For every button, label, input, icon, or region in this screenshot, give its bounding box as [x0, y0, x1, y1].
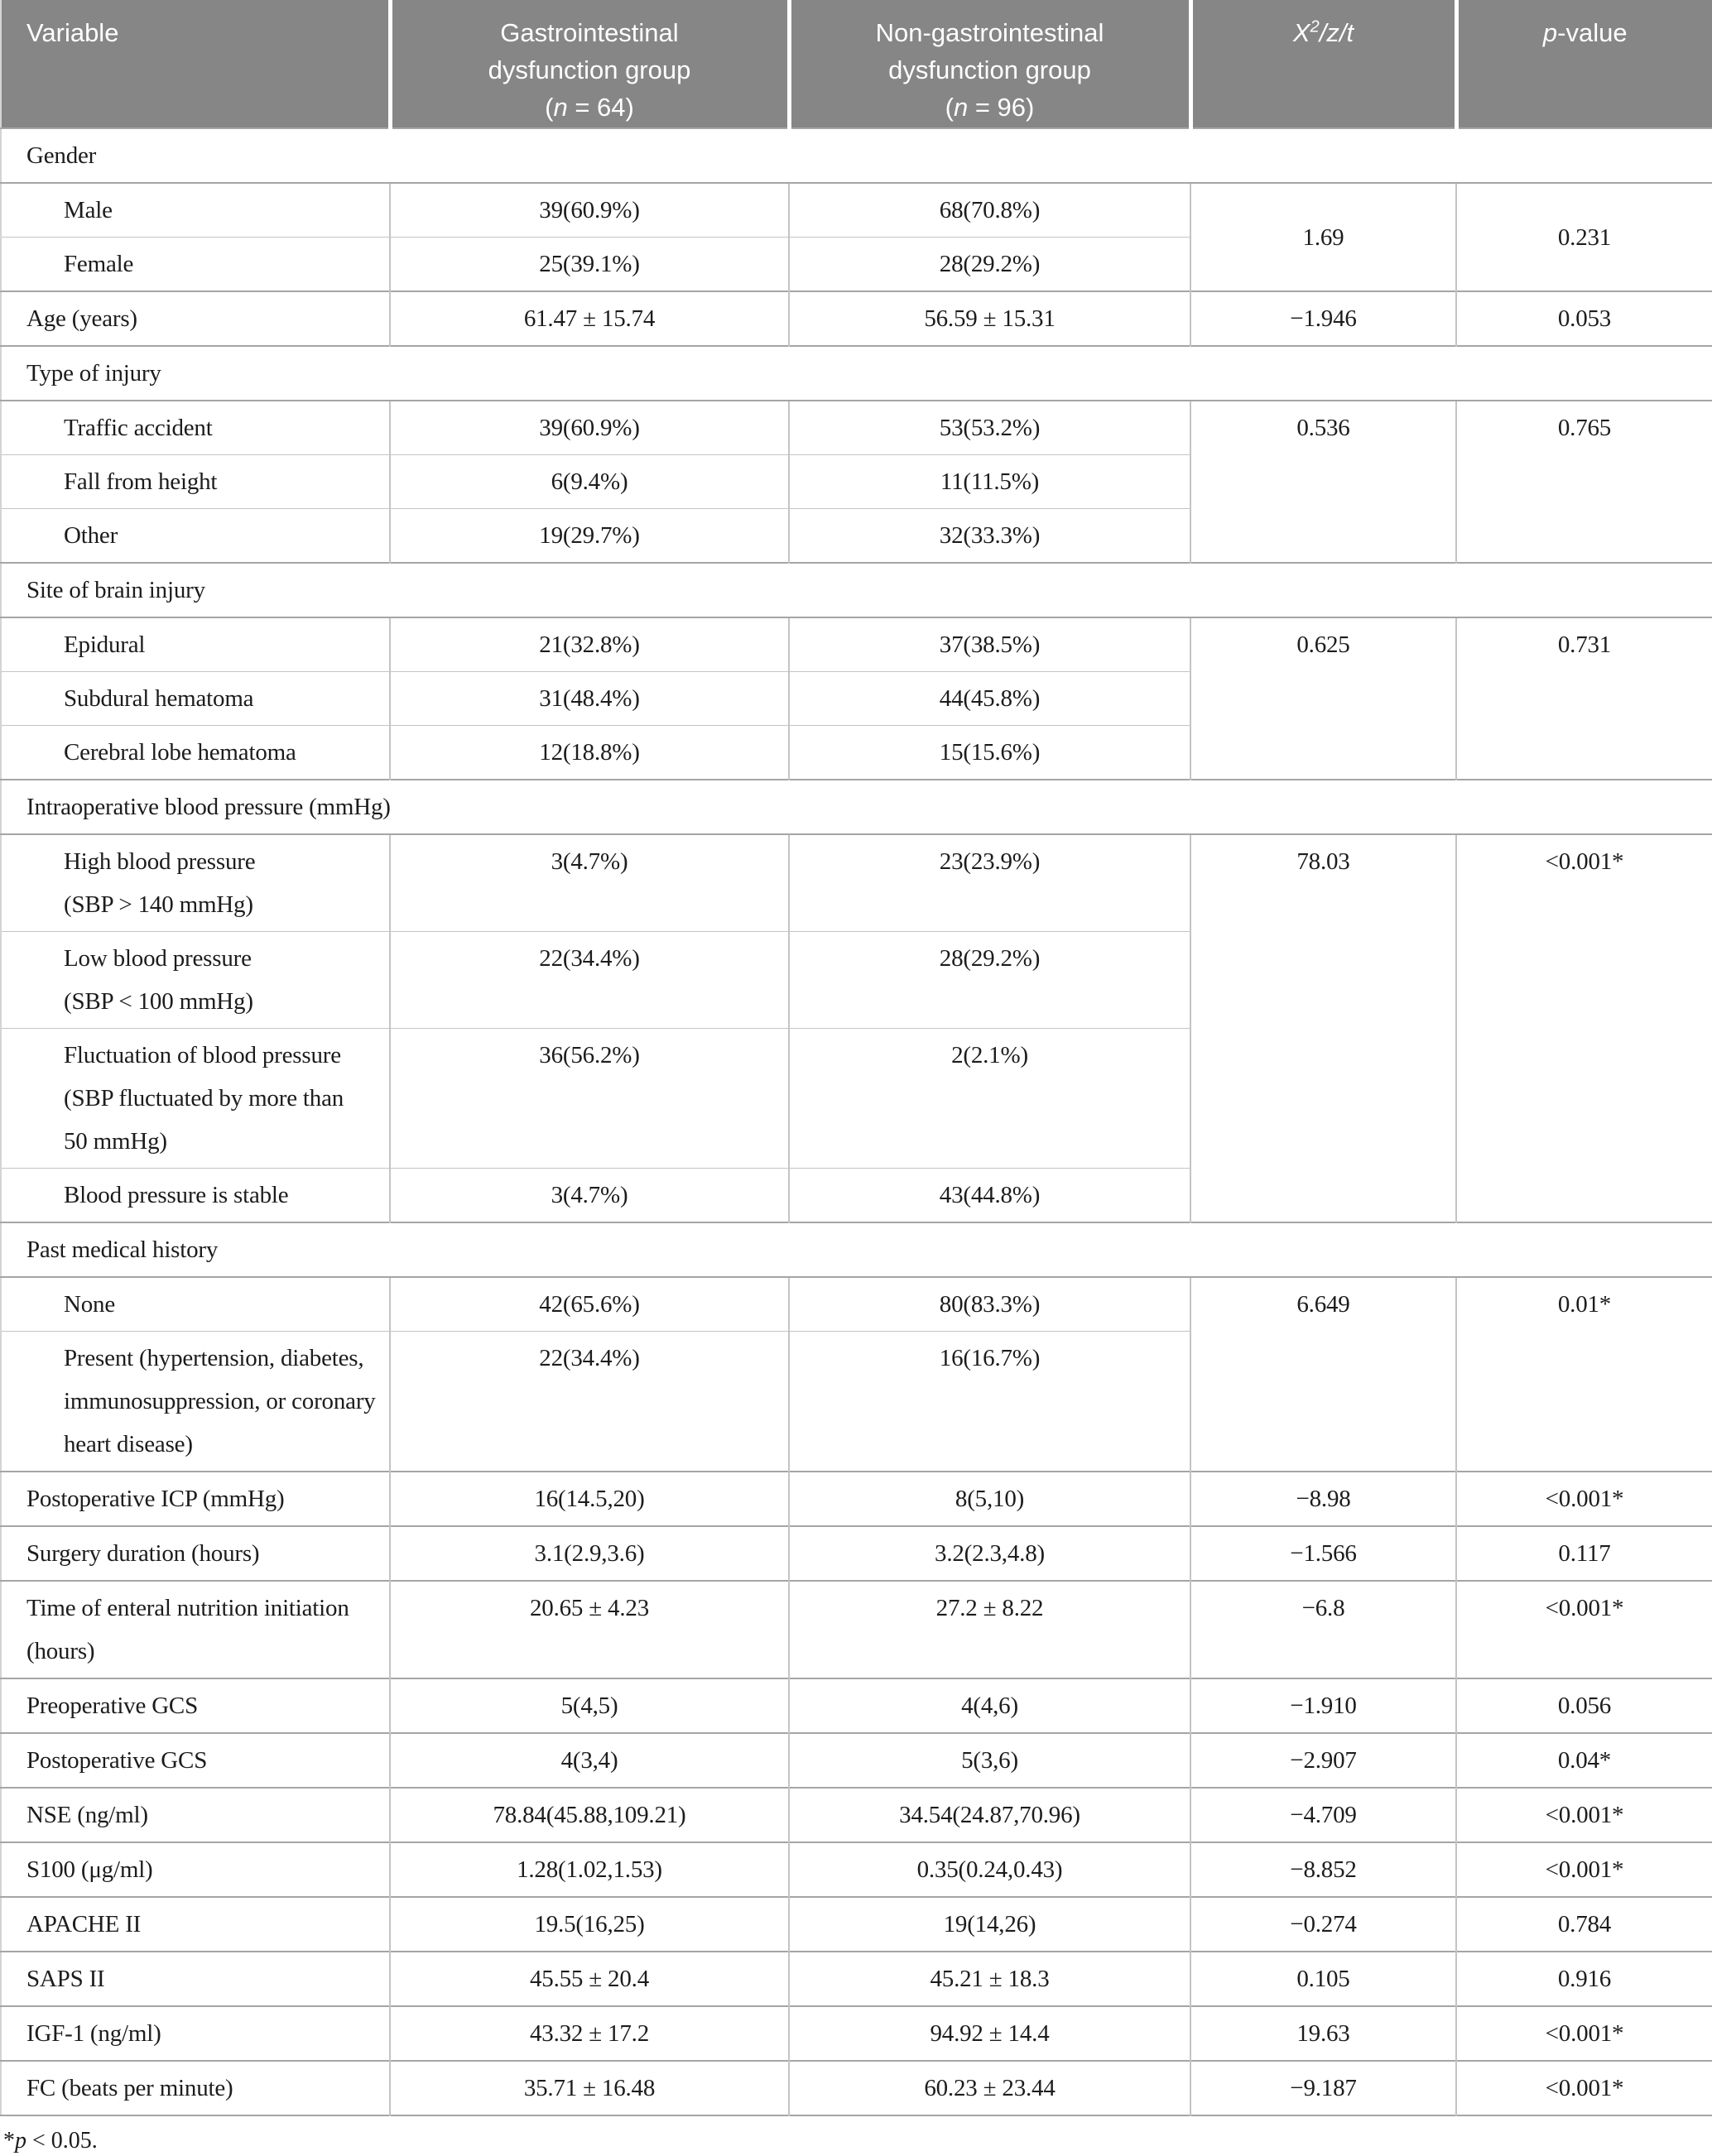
header-row	[1, 0, 1712, 128]
group1-value-cell: 45.55 ± 20.4	[390, 1952, 789, 2006]
statistic-value-cell: 0.105	[1190, 1952, 1456, 2006]
statistic-value-cell: −1.910	[1190, 1678, 1456, 1733]
table-row	[1, 1788, 1712, 1842]
statistic-value-cell: −8.98	[1190, 1472, 1456, 1526]
pvalue-value-cell: 0.056	[1456, 1678, 1712, 1733]
group2-value-cell: 60.23 ± 23.44	[789, 2061, 1190, 2115]
table-row	[1, 1842, 1712, 1897]
group1-value-cell: 39(60.9%)	[390, 401, 789, 455]
group1-value-cell: 36(56.2%)	[390, 1029, 789, 1169]
table-row	[1, 617, 1712, 672]
group1-value-cell: 1.28(1.02,1.53)	[390, 1842, 789, 1897]
category-label: Gender	[1, 128, 1712, 183]
group1-value-cell: 3.1(2.9,3.6)	[390, 1526, 789, 1581]
variable-cell: Time of enteral nutrition initiation (hours)	[1, 1581, 390, 1678]
statistic-value-cell: 6.649	[1190, 1277, 1456, 1472]
table-row	[1, 1526, 1712, 1581]
statistic-value-cell: 19.63	[1190, 2006, 1456, 2061]
footnote-star: *	[3, 2128, 15, 2154]
variable-cell: None	[1, 1277, 390, 1332]
group2-value-cell: 27.2 ± 8.22	[789, 1581, 1190, 1678]
group1-value-cell: 61.47 ± 15.74	[390, 291, 789, 346]
variable-cell: IGF-1 (ng/ml)	[1, 2006, 390, 2061]
group1-value-cell: 20.65 ± 4.23	[390, 1581, 789, 1678]
group1-value-cell: 19.5(16,25)	[390, 1897, 789, 1952]
group1-value-cell: 43.32 ± 17.2	[390, 2006, 789, 2061]
group2-value-cell: 23(23.9%)	[789, 834, 1190, 932]
group1-value-cell: 31(48.4%)	[390, 672, 789, 726]
statistic-value-cell: −4.709	[1190, 1788, 1456, 1842]
variable-cell: Postoperative ICP (mmHg)	[1, 1472, 390, 1526]
table-row	[1, 183, 1712, 238]
statistic-value-cell: −6.8	[1190, 1581, 1456, 1678]
group2-value-cell: 19(14,26)	[789, 1897, 1190, 1952]
table-row	[1, 1733, 1712, 1788]
pvalue-value-cell: <0.001*	[1456, 1581, 1712, 1678]
statistic-value-cell: −8.852	[1190, 1842, 1456, 1897]
table-header	[1, 0, 1712, 128]
group2-value-cell: 56.59 ± 15.31	[789, 291, 1190, 346]
pvalue-value-cell: <0.001*	[1456, 1472, 1712, 1526]
table-row	[1, 291, 1712, 346]
group2-value-cell: 80(83.3%)	[789, 1277, 1190, 1332]
group1-value-cell: 3(4.7%)	[390, 1169, 789, 1223]
group1-value-cell: 6(9.4%)	[390, 455, 789, 509]
statistic-value-cell: −0.274	[1190, 1897, 1456, 1952]
group2-value-cell: 45.21 ± 18.3	[789, 1952, 1190, 2006]
table-body	[1, 128, 1712, 2115]
category-row	[1, 780, 1712, 834]
pvalue-value-cell: 0.784	[1456, 1897, 1712, 1952]
variable-cell: Traffic accident	[1, 401, 390, 455]
pvalue-value-cell: <0.001*	[1456, 834, 1712, 1222]
group-size: (n = 64)	[545, 93, 634, 122]
variable-cell: Male	[1, 183, 390, 238]
group2-value-cell: 0.35(0.24,0.43)	[789, 1842, 1190, 1897]
statistic-value-cell: 0.625	[1190, 617, 1456, 780]
pvalue-value-cell: 0.231	[1456, 183, 1712, 291]
variable-cell: Other	[1, 509, 390, 564]
footnote-text: < 0.05.	[26, 2128, 98, 2154]
group1-value-cell: 21(32.8%)	[390, 617, 789, 672]
group2-value-cell: 28(29.2%)	[789, 932, 1190, 1029]
variable-cell: Fluctuation of blood pressure (SBP fluctuated by more than 50 mmHg)	[1, 1029, 390, 1169]
pvalue-value-cell: 0.04*	[1456, 1733, 1712, 1788]
group2-value-cell: 11(11.5%)	[789, 455, 1190, 509]
group2-value-cell: 94.92 ± 14.4	[789, 2006, 1190, 2061]
group2-value-cell: 37(38.5%)	[789, 617, 1190, 672]
group1-value-cell: 78.84(45.88,109.21)	[390, 1788, 789, 1842]
group2-value-cell: 3.2(2.3,4.8)	[789, 1526, 1190, 1581]
table-row	[1, 1897, 1712, 1952]
column-header-variable: Variable	[1, 0, 390, 128]
group2-value-cell: 43(44.8%)	[789, 1169, 1190, 1223]
footnote-p: p	[15, 2128, 26, 2154]
group2-value-cell: 28(29.2%)	[789, 238, 1190, 292]
group1-value-cell: 25(39.1%)	[390, 238, 789, 292]
group1-value-cell: 4(3,4)	[390, 1733, 789, 1788]
variable-cell: Cerebral lobe hematoma	[1, 726, 390, 780]
group1-value-cell: 39(60.9%)	[390, 183, 789, 238]
variable-cell: Blood pressure is stable	[1, 1169, 390, 1223]
table-row	[1, 2006, 1712, 2061]
group2-value-cell: 4(4,6)	[789, 1678, 1190, 1733]
category-row	[1, 346, 1712, 401]
pvalue-value-cell: 0.731	[1456, 617, 1712, 780]
pvalue-value-cell: 0.765	[1456, 401, 1712, 563]
pvalue-value-cell: <0.001*	[1456, 1788, 1712, 1842]
variable-cell: Low blood pressure (SBP < 100 mmHg)	[1, 932, 390, 1029]
variable-cell: NSE (ng/ml)	[1, 1788, 390, 1842]
variable-cell: Subdural hematoma	[1, 672, 390, 726]
statistic-value-cell: −1.566	[1190, 1526, 1456, 1581]
category-row	[1, 563, 1712, 617]
group1-value-cell: 3(4.7%)	[390, 834, 789, 932]
group2-value-cell: 32(33.3%)	[789, 509, 1190, 564]
group2-value-cell: 5(3,6)	[789, 1733, 1190, 1788]
column-header-statistic: $X^2/z/t$	[1190, 0, 1456, 128]
group1-value-cell: 35.71 ± 16.48	[390, 2061, 789, 2115]
group1-value-cell: 22(34.4%)	[390, 932, 789, 1029]
variable-cell: Surgery duration (hours)	[1, 1526, 390, 1581]
statistic-value-cell: −2.907	[1190, 1733, 1456, 1788]
group1-value-cell: 19(29.7%)	[390, 509, 789, 564]
pvalue-value-cell: <0.001*	[1456, 2006, 1712, 2061]
category-label: Past medical history	[1, 1222, 1712, 1277]
column-header-pvalue: p-value	[1456, 0, 1712, 128]
pvalue-value-cell: <0.001*	[1456, 1842, 1712, 1897]
category-label: Site of brain injury	[1, 563, 1712, 617]
variable-cell: Postoperative GCS	[1, 1733, 390, 1788]
group-size: (n = 96)	[945, 93, 1035, 122]
category-row	[1, 1222, 1712, 1277]
variable-cell: SAPS II	[1, 1952, 390, 2006]
pvalue-value-cell: 0.053	[1456, 291, 1712, 346]
group2-value-cell: 2(2.1%)	[789, 1029, 1190, 1169]
pvalue-value-cell: 0.916	[1456, 1952, 1712, 2006]
statistic-value-cell: −9.187	[1190, 2061, 1456, 2115]
variable-cell: Fall from height	[1, 455, 390, 509]
pvalue-value-cell: <0.001*	[1456, 2061, 1712, 2115]
group1-value-cell: 16(14.5,20)	[390, 1472, 789, 1526]
pvalue-value-cell: 0.117	[1456, 1526, 1712, 1581]
category-label: Intraoperative blood pressure (mmHg)	[1, 780, 1712, 834]
group2-value-cell: 53(53.2%)	[789, 401, 1190, 455]
category-label: Type of injury	[1, 346, 1712, 401]
statistic-value-cell: 78.03	[1190, 834, 1456, 1222]
group2-value-cell: 8(5,10)	[789, 1472, 1190, 1526]
table-row	[1, 1472, 1712, 1526]
table-row	[1, 1581, 1712, 1678]
table-row	[1, 1678, 1712, 1733]
group1-value-cell: 12(18.8%)	[390, 726, 789, 780]
table-row	[1, 2061, 1712, 2115]
variable-cell: Epidural	[1, 617, 390, 672]
variable-cell: APACHE II	[1, 1897, 390, 1952]
column-header-group2: Non-gastrointestinal dysfunction group (n = 96)	[789, 0, 1190, 128]
table-row	[1, 401, 1712, 455]
variable-cell: High blood pressure (SBP > 140 mmHg)	[1, 834, 390, 932]
column-header-group1: Gastrointestinal dysfunction group (n = 64)	[390, 0, 789, 128]
pvalue-value-cell: 0.01*	[1456, 1277, 1712, 1472]
group2-value-cell: 68(70.8%)	[789, 183, 1190, 238]
variable-cell: Preoperative GCS	[1, 1678, 390, 1733]
group1-value-cell: 5(4,5)	[390, 1678, 789, 1733]
group2-value-cell: 16(16.7%)	[789, 1332, 1190, 1472]
variable-cell: Present (hypertension, diabetes, immunosuppression, or coronary heart disease)	[1, 1332, 390, 1472]
table-row	[1, 1952, 1712, 2006]
variable-cell: FC (beats per minute)	[1, 2061, 390, 2115]
table-row	[1, 1277, 1712, 1332]
statistic-value-cell: 1.69	[1190, 183, 1456, 291]
variable-cell: Female	[1, 238, 390, 292]
variable-cell: Age (years)	[1, 291, 390, 346]
group1-value-cell: 42(65.6%)	[390, 1277, 789, 1332]
group2-value-cell: 34.54(24.87,70.96)	[789, 1788, 1190, 1842]
statistic-value-cell: −1.946	[1190, 291, 1456, 346]
group1-value-cell: 22(34.4%)	[390, 1332, 789, 1472]
variable-cell: S100 (μg/ml)	[1, 1842, 390, 1897]
group2-value-cell: 44(45.8%)	[789, 672, 1190, 726]
group2-value-cell: 15(15.6%)	[789, 726, 1190, 780]
category-row	[1, 128, 1712, 183]
table-row	[1, 834, 1712, 932]
statistic-value-cell: 0.536	[1190, 401, 1456, 563]
footnote	[3, 2126, 1712, 2156]
